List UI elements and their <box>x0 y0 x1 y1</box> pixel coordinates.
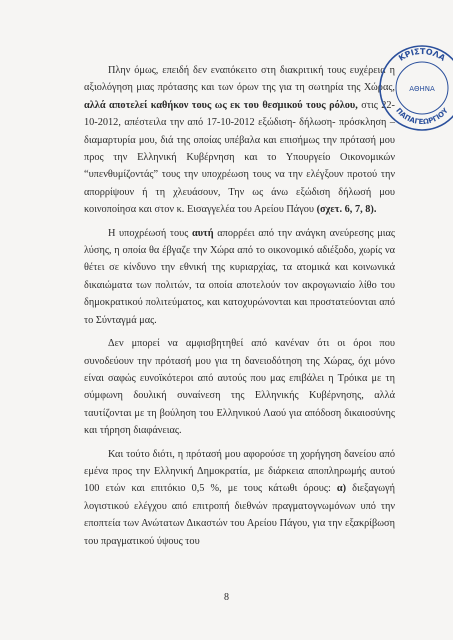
page-number: 8 <box>224 592 229 603</box>
bold-text-run: αυτή <box>191 227 214 239</box>
stamp-ring-text-top: ΚΡΙΣΤΟΛΑ <box>397 46 447 63</box>
seal-stamp <box>376 42 453 134</box>
svg-text:ΠΑΠΑΓΕΩΡΓΙΟΥ <box>394 106 450 126</box>
text-run: απορρέει από την ανάγκη ανεύρεσης μιας λύσης, η οποία θα έβγαζε την Χώρα από το οικονομικό αδιέξοδο, χωρίς να θέτει σε κίνδυνο την εθνική της κυριαρχίας, τα ατομικά και κοινωνικά δικαιώματα των πολιτών, τα οποία αποτελούν τον ακρογωνιαίο λίθο του δημοκρατικού πολιτεύματος, και κατοχυρώνονται και προστατεύονται από το Σύνταγμά μας. <box>84 227 395 326</box>
document-body <box>84 62 395 550</box>
bold-text-run: αλλά αποτελεί καθήκον τους ως εκ του θεσμικού τους ρόλου, <box>84 99 358 111</box>
bold-text-run: α) <box>336 483 347 495</box>
text-run: στις 22-10-2012, απέστειλα την από 17-10-2012 εξώδιση- δήλωση- πρόσκληση –διαμαρτυρία μου, διά της οποίας υπέβαλα και επισήμως την πρότασή μου προς την Ελληνική Κυβέρνηση και το Υπουργείο Οικονομικών “υπενθυμίζοντάς” τους την υποχρέωση τους να την ελέγξουν προτού την απορρίψουν ή τη χλευάσουν, Την ως άνω εξώδιση δήλωσή μου κοινοποίησα και στον κ. Εισαγγελέα του Αρείου Πάγου <box>84 99 395 216</box>
body-paragraph <box>84 335 395 439</box>
body-paragraph <box>84 225 395 329</box>
body-paragraph <box>84 446 395 550</box>
text-run: Και τούτο διότι, η πρότασή μου αφορούσε τη χορήγηση δανείου από εμένα προς την Ελληνική Δημοκρατία, με διάρκεια αποπληρωμής αυτού 100 ετών και επιτόκιο 0,5 %, με τους κάτωθι όρους: <box>84 448 395 495</box>
text-run: διεξαγωγή λογιστικού ελέγχου από επιτροπή διεθνών πραγματογνωμόνων υπό την εποπτεία των Ανώτατων Δικαστών του Αρείου Πάγου, για την εξακρίβωση του πραγματικού ύψους του <box>84 483 395 547</box>
text-run: Πλην όμως, επειδή δεν εναπόκειτο στη διακριτική τους ευχέρεια η αξιολόγηση μιας πρότασης και των όρων της για τη σωτηρία της Χώρας, <box>84 65 395 94</box>
stamp-ring-text-bottom: ΠΑΠΑΓΕΩΡΓΙΟΥ <box>394 106 450 127</box>
body-paragraph <box>84 62 395 219</box>
text-run: Η υποχρέωσή τους <box>108 227 192 239</box>
bold-text-run: (σχετ. 6, 7, 8). <box>316 204 377 216</box>
stamp-center-text: ΑΘΗΝΑ <box>409 85 435 93</box>
text-run: Δεν μπορεί να αμφισβητηθεί από κανέναν ότι οι όροι που συνοδεύουν την πρότασή μου για τη δανειοδότηση της Χώρας, όχι μόνο είναι σαφώς ευνοϊκότεροι από αυτούς που μας επιβάλει η Τρόικα με τη σύμφωνη δουλική συναίνεση της Ελληνικής Κυβέρνησης, αλλά ταυτίζονται με τη βούληση του Ελληνικού Λαού για απόδοση δικαιοσύνης και τήρηση διαφάνειας. <box>84 338 395 437</box>
